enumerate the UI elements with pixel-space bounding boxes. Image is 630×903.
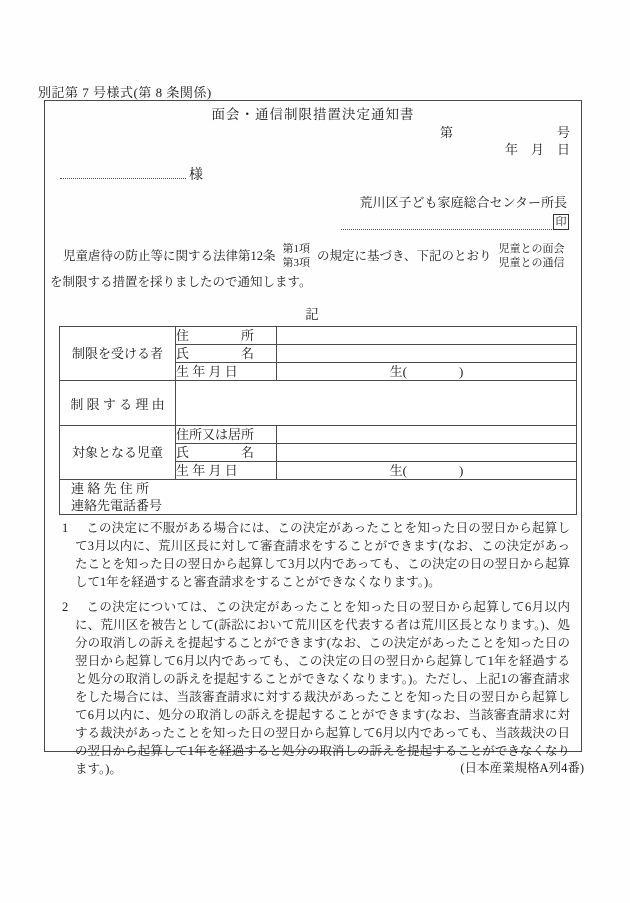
- clause-mid-text: の規定に基づき、下記のとおり: [317, 249, 492, 263]
- document-date-line: 年 月 日: [504, 142, 570, 157]
- table-row: [60, 480, 577, 515]
- contact-phone-label: 連絡先電話番号: [71, 498, 163, 513]
- restricted-person-label: 制限を受ける者: [60, 327, 176, 381]
- note-1-text: この決定に不服がある場合には、この決定があったことを知った日の翌日から起算して3月以内に、荒川区長に対して審査請求をすることができます(なお、この決定があったことを知った日の翌日から起算して3月以内であっても、この決定の日の翌日から起算して1年を経過すると審査請求をすることができなくなります。)。: [75, 521, 570, 589]
- seal-placeholder: 印: [553, 214, 569, 230]
- clause-line: [50, 241, 573, 271]
- restriction-options: [499, 242, 565, 270]
- contact-cell: [60, 480, 577, 515]
- sender-name-blank: [341, 215, 552, 230]
- note-2-text: この決定については、この決定があったことを知った日の翌日から起算して6月以内に、荒川区を被告として(訴訟において荒川区を代表する者は荒川区長となります。)、処分の取消しの訴えを提起することができます(なお、この決定があったことを知った日の翌日から起算して6月以内であっても、この決定の日の翌日から起算して1年を経過すると処分の取消しの訴えを提起することができなくなります。)。ただし、上記1の審査請求をした場合には、当該審査請求に対する裁決があったことを知った日の翌日から起算して6月以内に、処分の取消しの訴えを提起することができます(なお、当該審査請求に対する裁決があったことを知った日の翌日から起算して6月以内であっても、当該裁決の日の翌日から起算して1年を経過すると処分の取消しの訴えを提起することができなくなります。)。: [75, 600, 570, 776]
- addressee-line: [60, 163, 581, 187]
- restriction-option-2: 児童との通信: [498, 257, 565, 269]
- clause-option-2: 第3項: [282, 257, 311, 269]
- target-child-name-value: [277, 444, 577, 462]
- restricted-person-birthdate-label: 生 年 月 日: [176, 363, 277, 381]
- document-title: 面会・通信制限措置決定通知書: [211, 107, 415, 122]
- table-row: [60, 426, 577, 444]
- note-2: [62, 598, 570, 778]
- note-2-number: 2: [62, 600, 69, 614]
- body-clause: [45, 241, 581, 293]
- sender-signature-line: [45, 212, 581, 230]
- clause-tail-text: を制限する措置を採りましたので通知します。: [50, 275, 312, 289]
- target-child-address-label: 住所又は居所: [176, 426, 277, 444]
- clause-option-1: 第1項: [282, 243, 311, 255]
- restriction-option-1: 児童との面会: [498, 243, 565, 255]
- record-marker: 記: [305, 307, 321, 322]
- law-reference: 児童虐待の防止等に関する法律第12条: [63, 249, 276, 263]
- addressee-name-blank: [60, 163, 186, 179]
- restricted-person-name-label: 氏 名: [176, 345, 277, 363]
- addressee-honorific: 様: [189, 168, 203, 183]
- restricted-person-name-value: [277, 345, 577, 363]
- clause-options: [283, 242, 311, 270]
- document-number-line: 第 号: [439, 125, 570, 140]
- restricted-person-birthdate-value: 生( ): [277, 363, 577, 381]
- target-child-name-label: 氏 名: [176, 444, 277, 462]
- target-child-address-value: [277, 426, 577, 444]
- note-1-number: 1: [62, 521, 69, 535]
- note-1: [62, 519, 570, 591]
- sender-title: 荒川区子ども家庭総合センター所長: [359, 195, 567, 210]
- form-reference: 別記第 7 号様式(第 8 条関係): [38, 85, 212, 100]
- paper-size-note: (日本産業規格A列4番): [460, 761, 584, 775]
- contact-address-label: 連 絡 先 住 所: [71, 481, 150, 496]
- reason-label: 制 限 す る 理 由: [60, 381, 176, 426]
- restricted-person-address-value: [277, 327, 577, 345]
- target-child-birthdate-label: 生 年 月 日: [176, 462, 277, 480]
- reason-value: [176, 381, 577, 426]
- table-row: [60, 381, 577, 426]
- restricted-person-address-label: 住 所: [176, 327, 277, 345]
- target-child-label: 対象となる児童: [60, 426, 176, 480]
- table-row: [60, 327, 577, 345]
- target-child-birthdate-value: 生( ): [277, 462, 577, 480]
- details-table: [59, 326, 577, 515]
- notes-section: [62, 519, 570, 778]
